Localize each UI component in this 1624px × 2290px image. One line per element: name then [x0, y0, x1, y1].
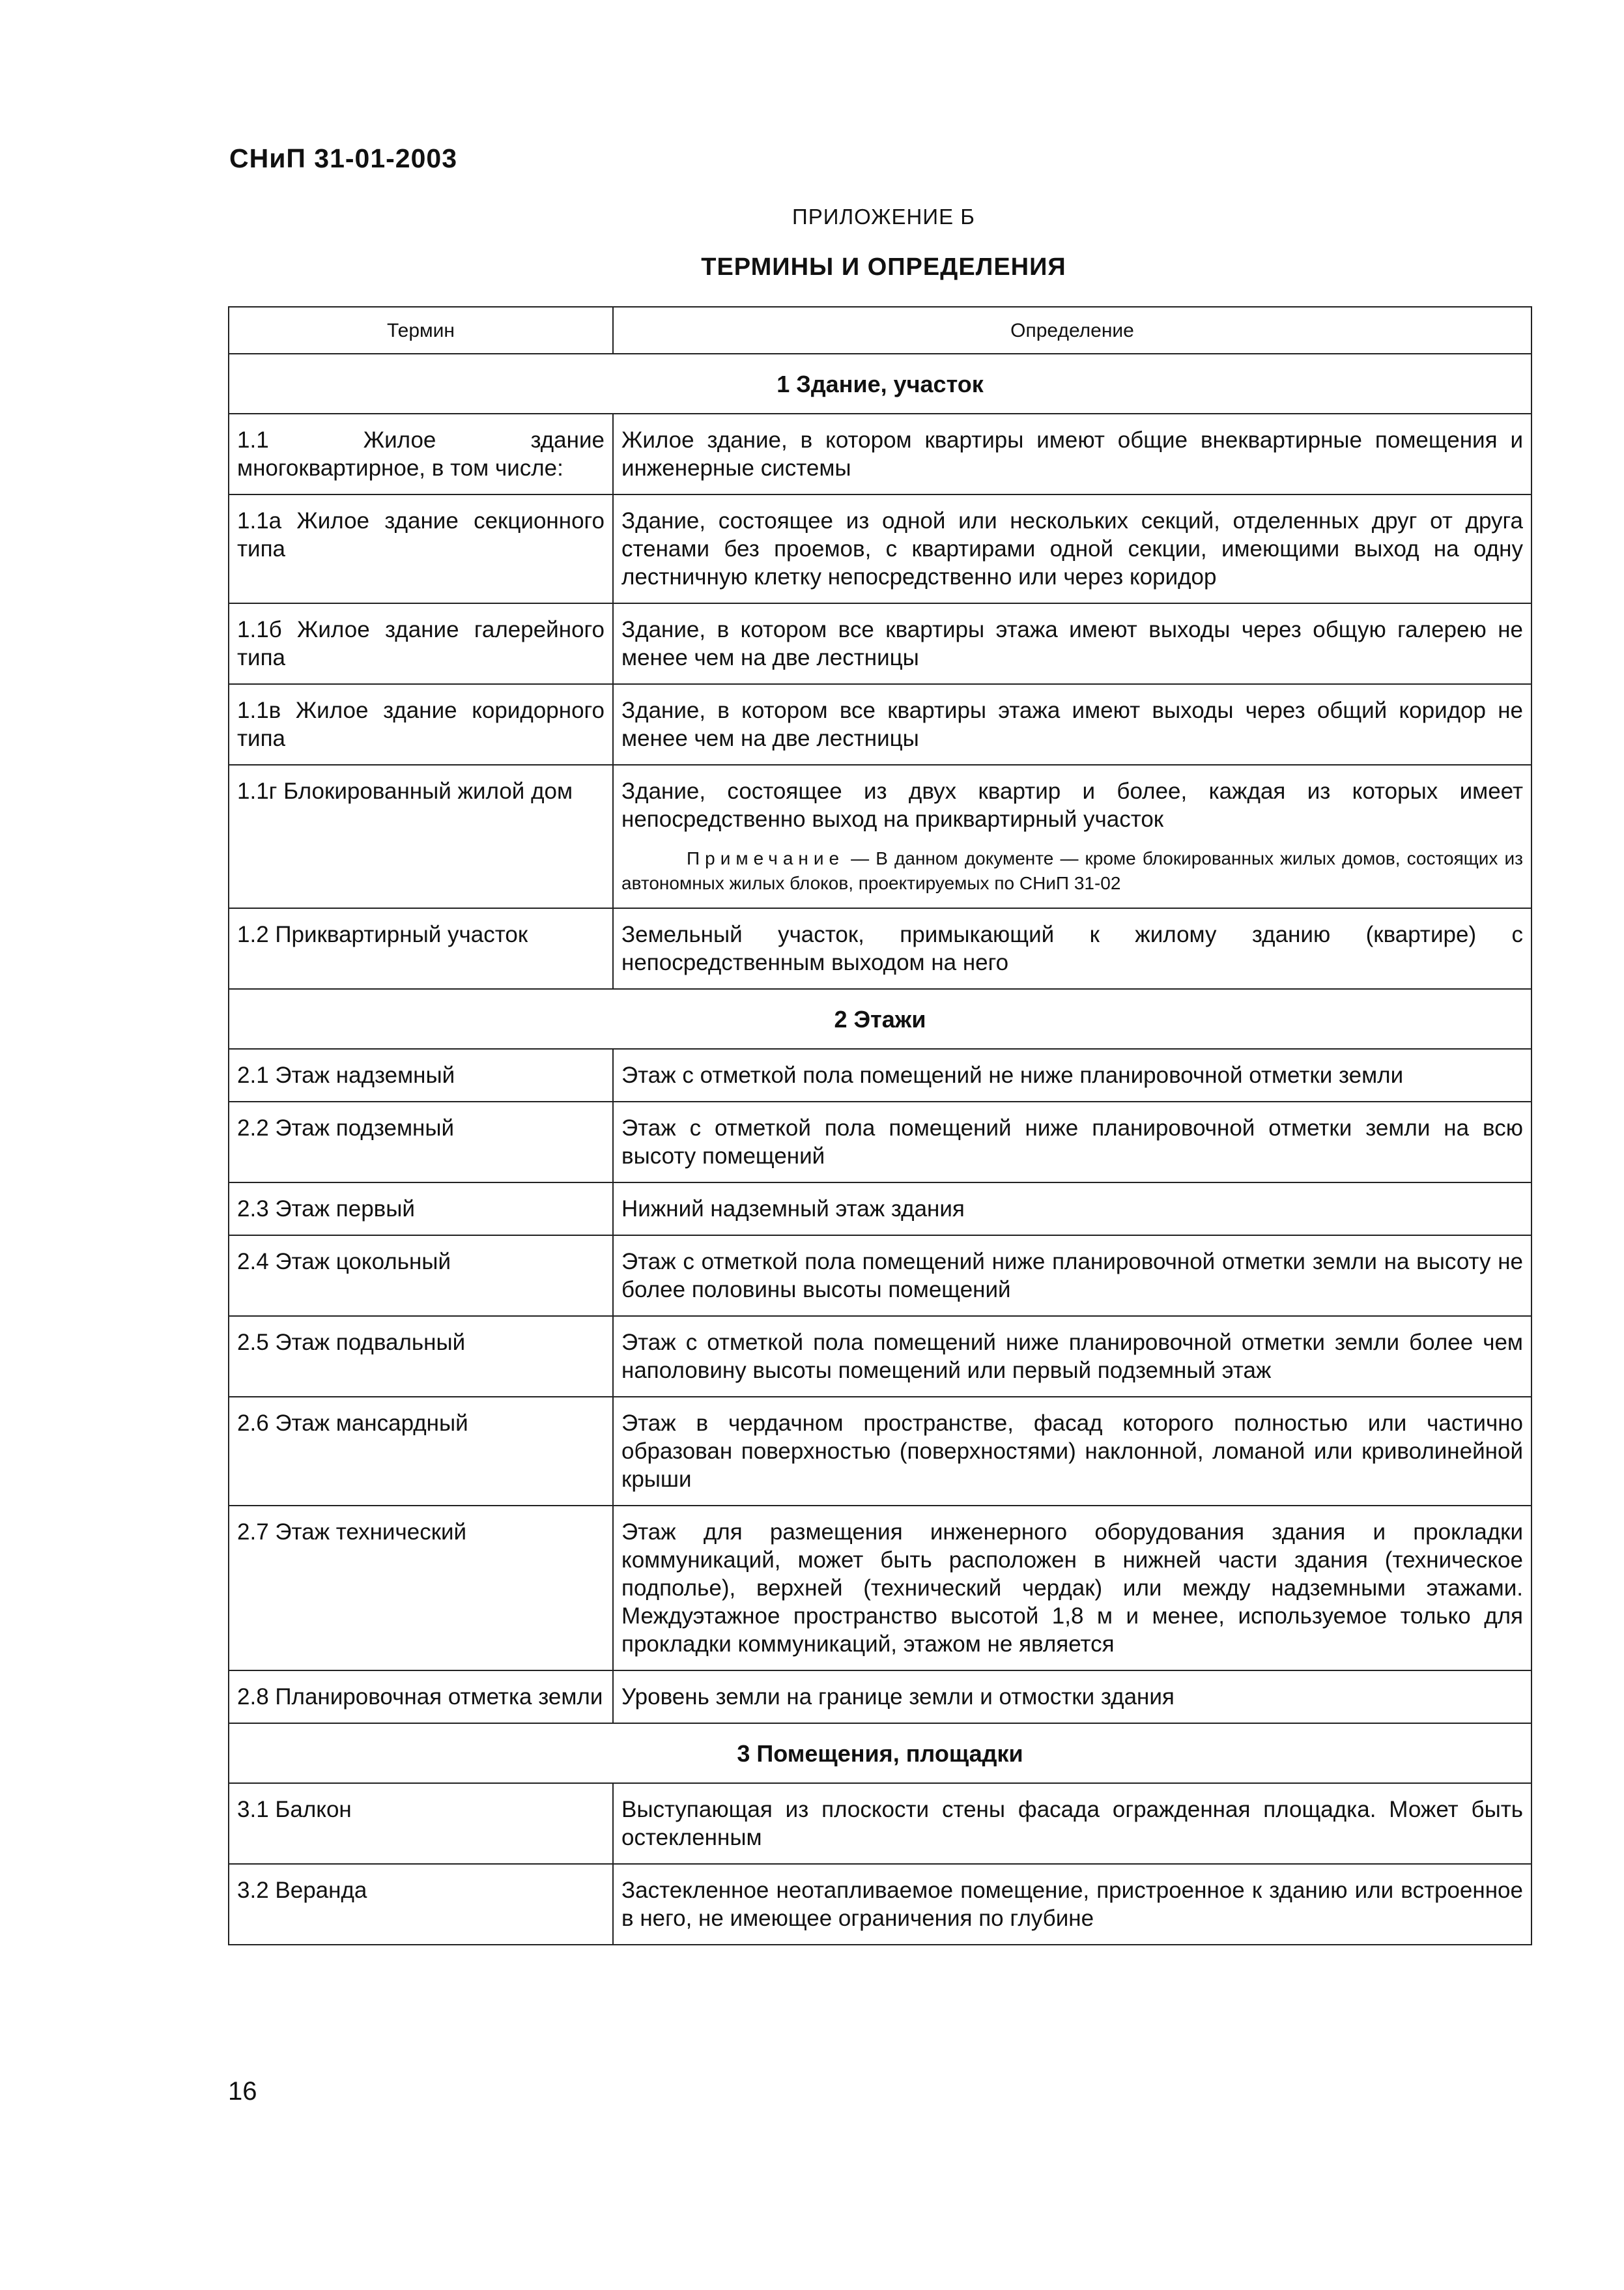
table-row	[229, 603, 1531, 684]
term-cell: 1.2 Приквартирный участок	[229, 908, 613, 989]
definition-cell	[613, 1864, 1531, 1945]
table-row	[229, 1182, 1531, 1235]
term-cell: 1.1 Жилое здание многоквартирное, в том числе:	[229, 414, 613, 494]
definition-text: Этаж с отметкой пола помещений ниже планировочной отметки земли более чем наполовину высоты помещений или первый подземный этаж	[621, 1330, 1523, 1383]
table-row	[229, 765, 1531, 908]
section-row	[229, 354, 1531, 414]
terms-table-container	[228, 306, 1531, 1945]
definition-text: Этаж с отметкой пола помещений ниже планировочной отметки земли на высоту не более половины высоты помещений	[621, 1249, 1523, 1302]
definition-cell	[613, 1235, 1531, 1316]
table-row	[229, 1506, 1531, 1670]
section-row	[229, 989, 1531, 1049]
definition-text: Здание, состоящее из одной или нескольких секций, отделенных друг от друга стенами без проемов, с квартирами одной секции, имеющими выход на одну лестничную клетку непосредственно или через коридор	[621, 508, 1523, 590]
definition-cell	[613, 414, 1531, 494]
term-cell: 2.2 Этаж подземный	[229, 1102, 613, 1182]
term-cell: 2.5 Этаж подвальный	[229, 1316, 613, 1397]
table-row	[229, 684, 1531, 765]
definition-text: Здание, в котором все квартиры этажа имеют выходы через общую галерею не менее чем на две лестницы	[621, 617, 1523, 670]
definition-cell	[613, 1670, 1531, 1723]
definition-cell	[613, 1316, 1531, 1397]
header-term: Термин	[229, 307, 613, 354]
definition-cell	[613, 684, 1531, 765]
definition-text: Этаж с отметкой пола помещений ниже планировочной отметки земли на всю высоту помещений	[621, 1115, 1523, 1169]
term-cell: 3.1 Балкон	[229, 1783, 613, 1864]
table-row	[229, 1783, 1531, 1864]
table-row	[229, 1049, 1531, 1102]
table-body	[229, 354, 1531, 1945]
definition-cell	[613, 765, 1531, 908]
definition-cell	[613, 1397, 1531, 1506]
definition-text: Застекленное неотапливаемое помещение, пристроенное к зданию или встроенное в него, не имеющее ограничения по глубине	[621, 1878, 1523, 1931]
note-label: Примечание	[687, 848, 845, 868]
definition-cell	[613, 603, 1531, 684]
section-title: 1 Здание, участок	[229, 354, 1531, 414]
table-row	[229, 1397, 1531, 1506]
table-row	[229, 1316, 1531, 1397]
term-cell: 2.3 Этаж первый	[229, 1182, 613, 1235]
terms-table	[228, 306, 1532, 1945]
table-row	[229, 1864, 1531, 1945]
note	[621, 846, 1523, 896]
definition-cell	[613, 908, 1531, 989]
section-row	[229, 1723, 1531, 1783]
header-definition: Определение	[613, 307, 1531, 354]
definition-cell	[613, 494, 1531, 603]
definition-cell	[613, 1102, 1531, 1182]
term-cell: 1.1б Жилое здание галерейного типа	[229, 603, 613, 684]
document-code: СНиП 31-01-2003	[229, 143, 458, 173]
term-cell: 1.1а Жилое здание секционного типа	[229, 494, 613, 603]
term-cell: 2.6 Этаж мансардный	[229, 1397, 613, 1506]
definition-cell	[613, 1182, 1531, 1235]
term-cell: 2.7 Этаж технический	[229, 1506, 613, 1670]
table-header-row	[229, 307, 1531, 354]
definition-text: Здание, состоящее из двух квартир и более, каждая из которых имеет непосредственно выход на приквартирный участок	[621, 779, 1523, 832]
definition-text: Здание, в котором все квартиры этажа имеют выходы через общий коридор не менее чем на две лестницы	[621, 698, 1523, 751]
definition-text: Выступающая из плоскости стены фасада огражденная площадка. Может быть остекленным	[621, 1797, 1523, 1850]
table-row	[229, 1670, 1531, 1723]
definition-text: Уровень земли на границе земли и отмостки здания	[621, 1684, 1175, 1710]
term-cell: 2.4 Этаж цокольный	[229, 1235, 613, 1316]
term-cell: 3.2 Веранда	[229, 1864, 613, 1945]
note-text: — В данном документе — кроме блокированных жилых домов, состоящих из автономных жилых блоков, проектируемых по СНиП 31-02	[621, 848, 1523, 893]
table-row	[229, 1102, 1531, 1182]
definition-cell	[613, 1506, 1531, 1670]
appendix-label: ПРИЛОЖЕНИЕ Б	[792, 205, 975, 229]
definition-text: Этаж с отметкой пола помещений не ниже планировочной отметки земли	[621, 1063, 1404, 1088]
term-cell: 2.1 Этаж надземный	[229, 1049, 613, 1102]
definition-cell	[613, 1049, 1531, 1102]
definition-text: Нижний надземный этаж здания	[621, 1196, 965, 1222]
page-number: 16	[228, 2077, 257, 2106]
definition-text: Этаж для размещения инженерного оборудования здания и прокладки коммуникаций, может быть расположен в нижней части здания (техническое подполье), верхней (технический чердак) или между надземными этажами. Междуэтажное пространство высотой 1,8 м и менее, используемое только для прокладки коммуникаций, этажом не является	[621, 1519, 1523, 1657]
table-row	[229, 908, 1531, 989]
page-title: ТЕРМИНЫ И ОПРЕДЕЛЕНИЯ	[701, 253, 1066, 281]
definition-text: Жилое здание, в котором квартиры имеют общие внеквартирные помещения и инженерные системы	[621, 427, 1523, 481]
term-cell: 1.1г Блокированный жилой дом	[229, 765, 613, 908]
definition-cell	[613, 1783, 1531, 1864]
table-row	[229, 494, 1531, 603]
definition-text: Земельный участок, примыкающий к жилому зданию (квартире) с непосредственным выходом на него	[621, 922, 1523, 975]
table-row	[229, 1235, 1531, 1316]
section-title: 2 Этажи	[229, 989, 1531, 1049]
table-row	[229, 414, 1531, 494]
section-title: 3 Помещения, площадки	[229, 1723, 1531, 1783]
definition-text: Этаж в чердачном пространстве, фасад которого полностью или частично образован поверхностью (поверхностями) наклонной, ломаной или криволинейной крыши	[621, 1410, 1523, 1492]
term-cell: 2.8 Планировочная отметка земли	[229, 1670, 613, 1723]
term-cell: 1.1в Жилое здание коридорного типа	[229, 684, 613, 765]
